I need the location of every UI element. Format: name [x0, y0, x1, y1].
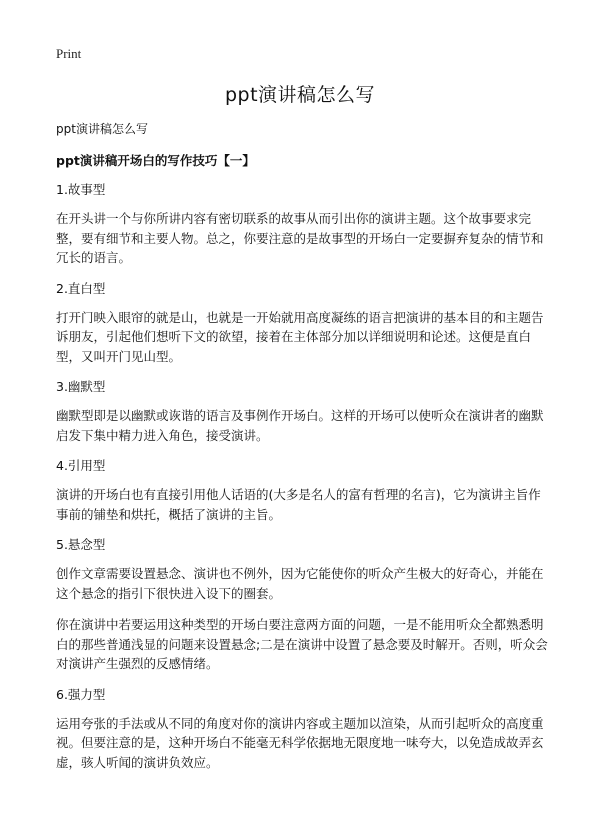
item-heading-humor: 3.幽默型 [56, 379, 106, 394]
document-title: ppt演讲稿怎么写 [224, 84, 376, 106]
item-heading-quote: 4.引用型 [56, 458, 106, 473]
document-body [56, 121, 550, 784]
section-suspense [56, 536, 550, 674]
section-strong [56, 686, 550, 773]
paragraph-suspense-1: 创作文章需要设置悬念、演讲也不例外，因为它能使你的听众产生极大的好奇心，并能在这个悬念的指引下很快进入设下的圈套。 [56, 566, 544, 601]
section-heading: ppt演讲稿开场白的写作技巧【一】 [56, 153, 255, 168]
section-story [56, 181, 550, 268]
document-subtitle: ppt演讲稿怎么写 [56, 122, 148, 136]
section-direct [56, 280, 550, 367]
paragraph-humor: 幽默型即是以幽默或诙谐的语言及事例作开场白。这样的开场可以使听众在演讲者的幽默启发下集中精力进入角色，接受演讲。 [56, 408, 544, 443]
item-heading-suspense: 5.悬念型 [56, 537, 106, 552]
item-heading-direct: 2.直白型 [56, 280, 106, 296]
paragraph-direct: 打开门映入眼帘的就是山，也就是一开始就用高度凝练的语言把演讲的基本目的和主题告诉朋友，引起他们想听下文的欲望，接着在主体部分加以详细说明和论述。这便是直白型，又叫开门见山型。 [56, 309, 544, 364]
paragraph-strong: 运用夸张的手法或从不同的角度对你的演讲内容或主题加以渲染，从而引起听众的高度重视。但要注意的是，这种开场白不能毫无科学依据地无限度地一味夸大，以免造成故弄玄虚，骇人听闻的演讲负效应。 [56, 715, 544, 770]
paragraph-quote: 演讲的开场白也有直接引用他人话语的(大多是名人的富有哲理的名言)，它为演讲主旨作事前的铺垫和烘托，概括了演讲的主旨。 [56, 487, 541, 522]
paragraph-suspense-2: 你在演讲中若要运用这种类型的开场白要注意两方面的问题，一是不能用听众全都熟悉明白的那些普通浅显的问题来设置悬念;二是在演讲中设置了悬念要及时解开。否则，听众会对演讲产生强烈的反感情绪。 [56, 617, 548, 671]
print-label: Print [56, 46, 82, 61]
item-heading-strong: 6.强力型 [56, 686, 106, 702]
section-humor [56, 378, 550, 445]
section-quote [56, 457, 550, 524]
item-heading-story: 1.故事型 [56, 182, 106, 197]
paragraph-story: 在开头讲一个与你所讲内容有密切联系的故事从而引出你的演讲主题。这个故事要求完整，要有细节和主要人物。总之，你要注意的是故事型的开场白一定要摒弃复杂的情节和冗长的语言。 [56, 211, 544, 265]
